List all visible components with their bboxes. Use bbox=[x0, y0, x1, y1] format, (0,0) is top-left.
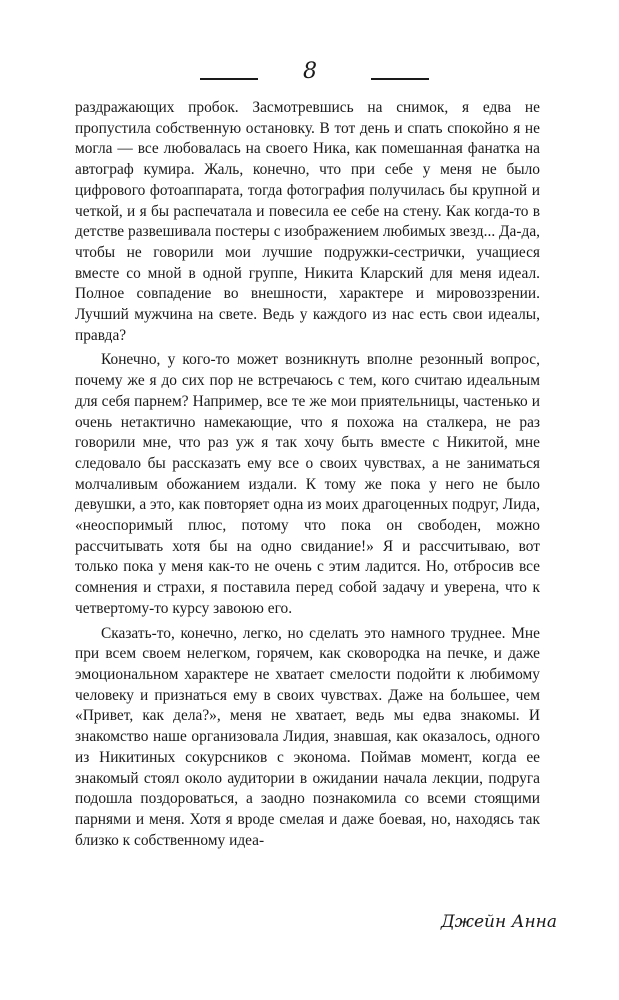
paragraph-2: Конечно, у кого-то может возникнуть вполне резонный вопрос, почему же я до сих пор не встречаюсь с тем, кого считаю идеальным для себя парнем? Например, все те же мои приятельницы, частенько и очень нетактично намекающие, что я похожа на сталкера, не раз говорили мне, что раз уж я так хочу быть вместе с Никитой, мне следовало бы рассказать ему все о своих чувствах, а не заниматься молчаливым обожанием издали. К тому же пока у него не было девушки, а это, как повторяет одна из моих драгоценных подруг, Лида, «неоспоримый плюс, потому что пока он свободен, можно рассчитывать хотя бы на одно свидание!» Я и рассчитываю, вот только пока у меня как-то не очень с этим ладится. Но, отбросив все сомнения и страхи, я поставила перед собой задачу и уверена, что к четвертому-то курсу завоюю его. bbox=[75, 351, 540, 617]
header-rule-right bbox=[371, 78, 429, 80]
paragraph-3: Сказать-то, конечно, легко, но сделать это намного труднее. Мне при всем своем нелегком, горячем, как сковородка на печке, и даже эмоциональном характере не хватает смелости подойти к любимому человеку и признаться ему в своих чувствах. Даже на большее, чем «Привет, как дела?», меня не хватает, ведь мы едва знакомы. И знакомство наше организовала Лидия, знавшая, как оказалось, одного из Никитиных сокурсников с эконома. Поймав момент, когда ее знакомый стоял около аудитории в ожидании начала лекции, подруга подошла поздороваться, а заодно познакомила со всеми стоящими парнями и меня. Хотя я вроде смелая и даже боевая, но, находясь так близко к собственному идеа- bbox=[75, 624, 540, 849]
body-text bbox=[75, 98, 540, 851]
page-header bbox=[0, 60, 619, 90]
header-rule-left bbox=[200, 78, 258, 80]
paragraph-1: раздражающих пробок. Засмотревшись на снимок, я едва не пропустила собственную остановку. В тот день и спать спокойно я не могла — все любовалась на своего Ника, как помешанная фанатка на автограф кумира. Жаль, конечно, что при себе у меня не было цифрового фотоаппарата, тогда фотография получилась бы крупной и четкой, и я бы распечатала и повесила ее себе на стену. Как когда-то в детстве развешивала постеры с изображением любимых звезд... Да-да, чтобы не говорили мои лучшие подружки-сестрички, учащиеся вместе со мной в одной группе, Никита Кларский для меня идеал. Полное совпадение во внешности, характере и мировоззрении. Лучший мужчина на свете. Ведь у каждого из нас есть свои идеалы, правда? bbox=[75, 99, 540, 344]
page-number: 8 bbox=[303, 59, 317, 84]
author-signature: Джейн Анна bbox=[440, 912, 557, 932]
